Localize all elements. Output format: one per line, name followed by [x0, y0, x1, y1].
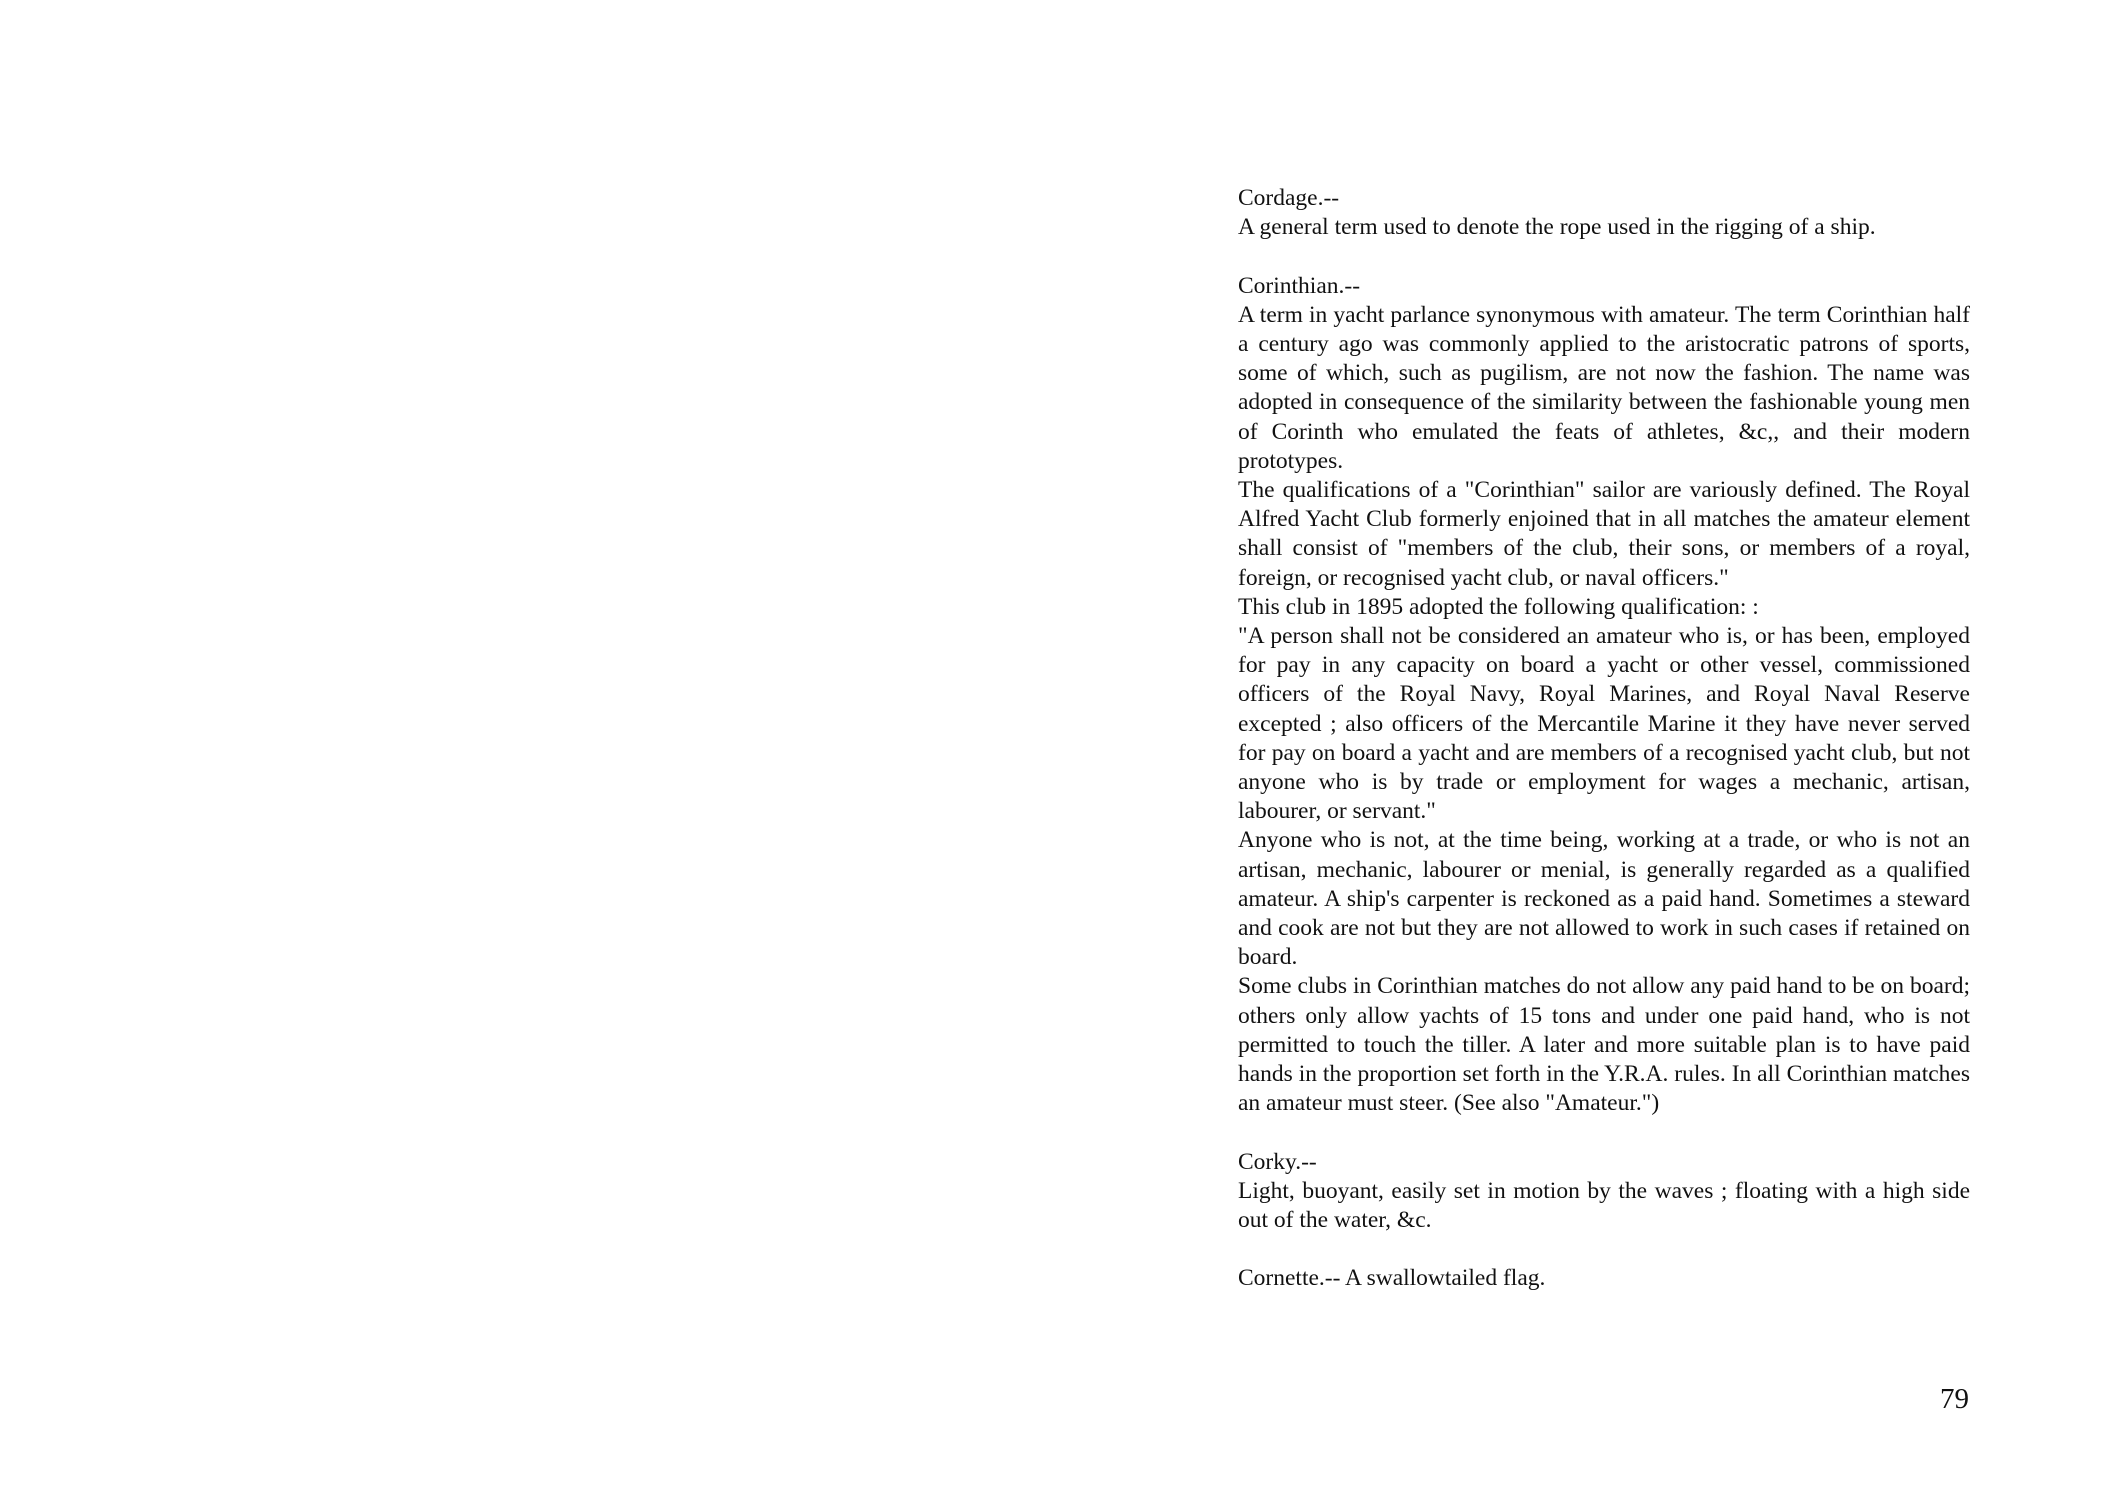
entry-paragraph: The qualifications of a "Corinthian" sailor are variously defined. The Royal Alfred Yacht Club formerly enjoined that in all matches the amateur element shall consist of "members of the club, their sons, or members of a royal, foreign, or recognised yacht club, or naval officers." [1238, 477, 1970, 591]
entry-paragraph: A general term used to denote the rope used in the rigging of a ship. [1238, 214, 1876, 241]
entry-spacer [1238, 242, 1970, 271]
entry-cordage [1238, 184, 1970, 242]
entry-heading: Corinthian.-- [1238, 272, 1361, 299]
page-number: 79 [1940, 1383, 1969, 1415]
entry-paragraph: Light, buoyant, easily set in motion by the waves ; floating with a high side out of the water, &c. [1238, 1177, 1970, 1234]
entry-heading: Cornette.-- A swallowtailed flag. [1238, 1265, 1546, 1292]
entry-heading: Cordage.-- [1238, 185, 1340, 211]
entry-body [1238, 213, 1970, 242]
entry-cornette [1238, 1264, 1970, 1293]
entry-spacer [1238, 1235, 1970, 1264]
entry-corinthian [1238, 272, 1970, 1119]
entry-paragraph: Anyone who is not, at the time being, working at a trade, or who is not an artisan, mechanic, labourer or menial, is generally regarded as a qualified amateur. A ship's carpenter is reckoned as a paid hand. Sometimes a steward and cook are not but they are not allowed to work in such cases if retained on board. [1238, 827, 1970, 971]
text-column [1238, 184, 1970, 1294]
entry-paragraph: "A person shall not be considered an amateur who is, or has been, employed for pay in any capacity on board a yacht or other vessel, commissioned officers of the Royal Navy, Royal Marines, and Royal Naval Reserve excepted ; also officers of the Mercantile Marine it they have never served for pay on board a yacht and are members of a recognised yacht club, but not anyone who is by trade or employment for wages a mechanic, artisan, labourer, or servant." [1238, 623, 1970, 825]
entry-paragraph: A term in yacht parlance synonymous with amateur. The term Corinthian half a century ago was commonly applied to the aristocratic patrons of sports, some of which, such as pugilism, are not now the fashion. The name was adopted in consequence of the similarity between the fashionable young men of Corinth who emulated the feats of athletes, &c,, and their modern prototypes. [1238, 301, 1970, 474]
entry-spacer [1238, 1118, 1970, 1147]
entry-body [1238, 301, 1970, 1119]
entry-paragraph: Some clubs in Corinthian matches do not allow any paid hand to be on board; others only allow yachts of 15 tons and under one paid hand, who is not permitted to touch the tiller. A later and more suitable plan is to have paid hands in the proportion set forth in the Y.R.A. rules. In all Corinthian matches an amateur must steer. (See also "Amateur.") [1238, 973, 1970, 1117]
entry-body [1238, 1177, 1970, 1235]
entry-paragraph: This club in 1895 adopted the following qualification: : [1238, 593, 1759, 620]
entry-heading: Corky.-- [1238, 1148, 1317, 1175]
entry-corky [1238, 1148, 1970, 1236]
